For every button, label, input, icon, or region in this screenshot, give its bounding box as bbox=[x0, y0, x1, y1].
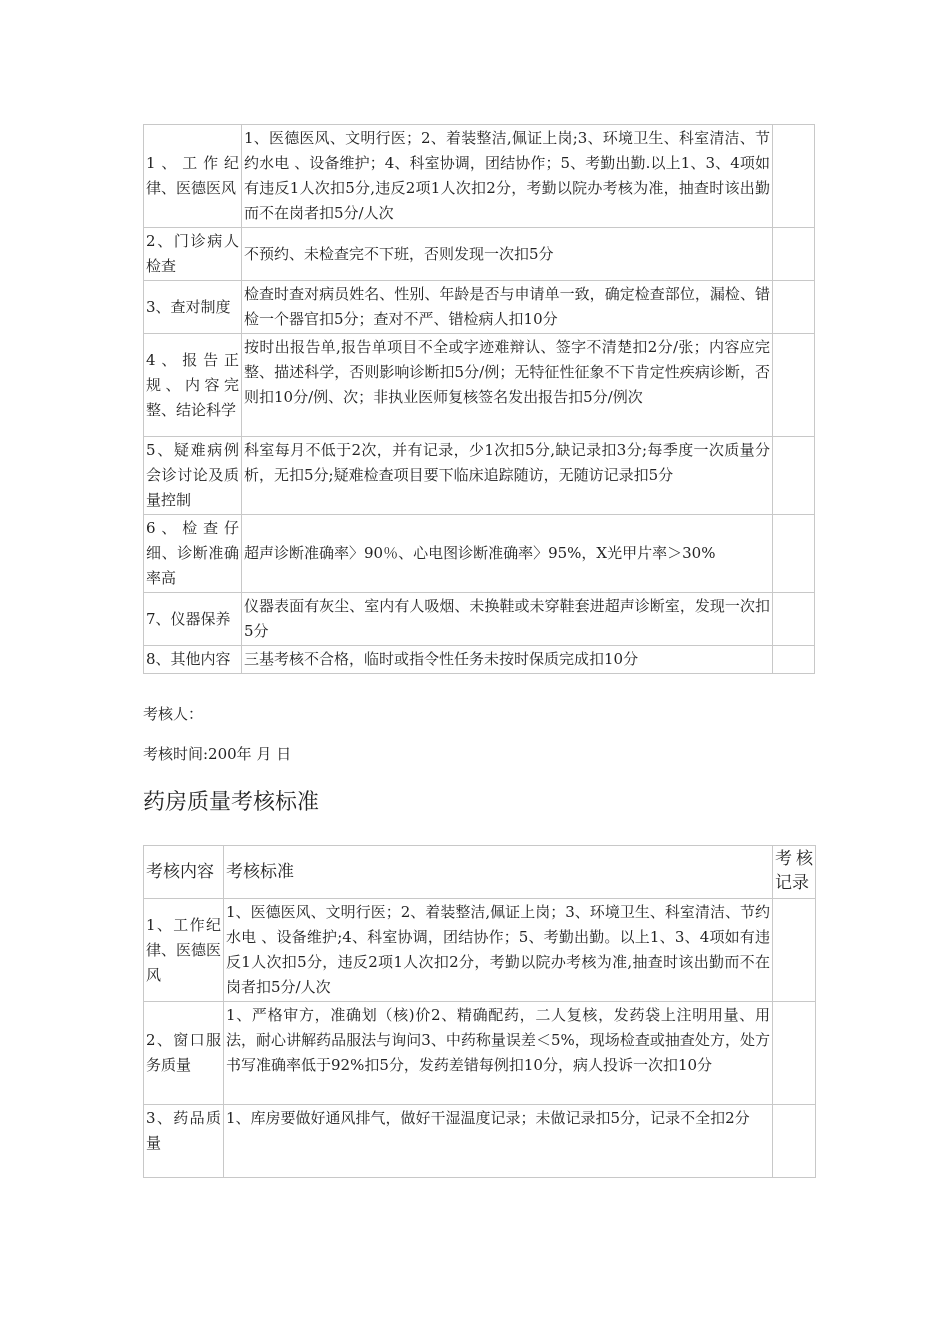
standard-cell: 仪器表面有灰尘、室内有人吸烟、未换鞋或未穿鞋套进超声诊断室，发现一次扣5分 bbox=[242, 593, 773, 646]
record-cell bbox=[773, 228, 815, 281]
assessor-label: 考核人： bbox=[143, 705, 204, 723]
record-cell bbox=[773, 646, 815, 674]
standard-cell: 检查时查对病员姓名、性别、年龄是否与申请单一致，确定检查部位，漏检、错检一个器官扣5分；查对不严、错检病人扣10分 bbox=[242, 281, 773, 334]
standard-cell: 科室每月不低于2次，并有记录，少1次扣5分,缺记录扣3分;每季度一次质量分析，无扣5分;疑难检查项目要下临床追踪随访，无随访记录扣5分 bbox=[242, 437, 773, 515]
table-header-row bbox=[144, 846, 816, 899]
record-cell bbox=[773, 437, 815, 515]
standard-cell: 1、库房要做好通风排气，做好干湿温度记录；未做记录扣5分，记录不全扣2分 bbox=[224, 1105, 773, 1178]
ultrasound-assessment-table bbox=[143, 124, 815, 674]
table-row bbox=[144, 646, 815, 674]
category-cell: 4、报告正规、内容完整、结论科学 bbox=[144, 334, 242, 437]
standard-cell: 不预约、未检查完不下班，否则发现一次扣5分 bbox=[242, 228, 773, 281]
record-cell bbox=[773, 334, 815, 437]
record-cell bbox=[773, 593, 815, 646]
table-row bbox=[144, 1002, 816, 1105]
record-cell bbox=[773, 1002, 816, 1105]
assess-time-label: 考核时间:200年 月 日 bbox=[143, 745, 292, 763]
table-row bbox=[144, 437, 815, 515]
category-cell: 1、工作纪律、医德医风 bbox=[144, 125, 242, 228]
table-row bbox=[144, 334, 815, 437]
table-row bbox=[144, 1105, 816, 1178]
header-category: 考核内容 bbox=[144, 846, 224, 899]
category-cell: 8、其他内容 bbox=[144, 646, 242, 674]
standard-cell: 超声诊断准确率〉90％、心电图诊断准确率〉95%，X光甲片率＞30% bbox=[242, 515, 773, 593]
category-cell: 1、工作纪律、医德医风 bbox=[144, 899, 224, 1002]
record-cell bbox=[773, 1105, 816, 1178]
category-cell: 7、仪器保养 bbox=[144, 593, 242, 646]
standard-cell: 1、医德医风、文明行医；2、着装整洁,佩证上岗;3、环境卫生、科室清洁、节约水电 、设备维护；4、科室协调，团结协作；5、考勤出勤.以上1、3、4项如有违反1人次扣5分,违反2项1人次扣2分，考勤以院办考核为准，抽查时该出勤而不在岗者扣5分/人次 bbox=[242, 125, 773, 228]
table-row bbox=[144, 899, 816, 1002]
header-standard: 考核标准 bbox=[224, 846, 773, 899]
table-row bbox=[144, 125, 815, 228]
record-cell bbox=[773, 281, 815, 334]
category-cell: 6、检查仔细、诊断准确率高 bbox=[144, 515, 242, 593]
table-row bbox=[144, 593, 815, 646]
category-cell: 3、查对制度 bbox=[144, 281, 242, 334]
record-cell bbox=[773, 899, 816, 1002]
standard-cell: 1、医德医风、文明行医；2、着装整洁,佩证上岗；3、环境卫生、科室清洁、节约水电 、设备维护;4、科室协调，团结协作；5、考勤出勤。以上1、3、4项如有违反1人次扣5分，违反2项1人次扣2分，考勤以院办考核为准,抽查时该出勤而不在岗者扣5分/人次 bbox=[224, 899, 773, 1002]
pharmacy-assessment-table bbox=[143, 845, 816, 1178]
record-cell bbox=[773, 515, 815, 593]
category-cell: 3、药品质量 bbox=[144, 1105, 224, 1178]
standard-cell: 按时出报告单,报告单项目不全或字迹难辩认、签字不清楚扣2分/张；内容应完整、描述科学，否则影响诊断扣5分/例；无特征性征象不下肯定性疾病诊断，否则扣10分/例、次；非执业医师复核签名发出报告扣5分/例次 bbox=[242, 334, 773, 437]
category-cell: 2、窗口服务质量 bbox=[144, 1002, 224, 1105]
record-cell bbox=[773, 125, 815, 228]
table-row bbox=[144, 281, 815, 334]
table-row bbox=[144, 228, 815, 281]
category-cell: 5、疑难病例会诊讨论及质量控制 bbox=[144, 437, 242, 515]
document-page bbox=[143, 124, 823, 1178]
table-row bbox=[144, 515, 815, 593]
standard-cell: 1、严格审方，准确划（核)价2、精确配药，二人复核，发药袋上注明用量、用法，耐心讲解药品服法与询问3、中药称量误差＜5%，现场检查或抽查处方，处方书写准确率低于92%扣5分，发药差错每例扣10分，病人投诉一次扣10分 bbox=[224, 1002, 773, 1105]
standard-cell: 三基考核不合格，临时或指令性任务未按时保质完成扣10分 bbox=[242, 646, 773, 674]
category-cell: 2、门诊病人检查 bbox=[144, 228, 242, 281]
header-record: 考核记录 bbox=[773, 846, 816, 899]
section-title: 药房质量考核标准 bbox=[143, 790, 320, 815]
